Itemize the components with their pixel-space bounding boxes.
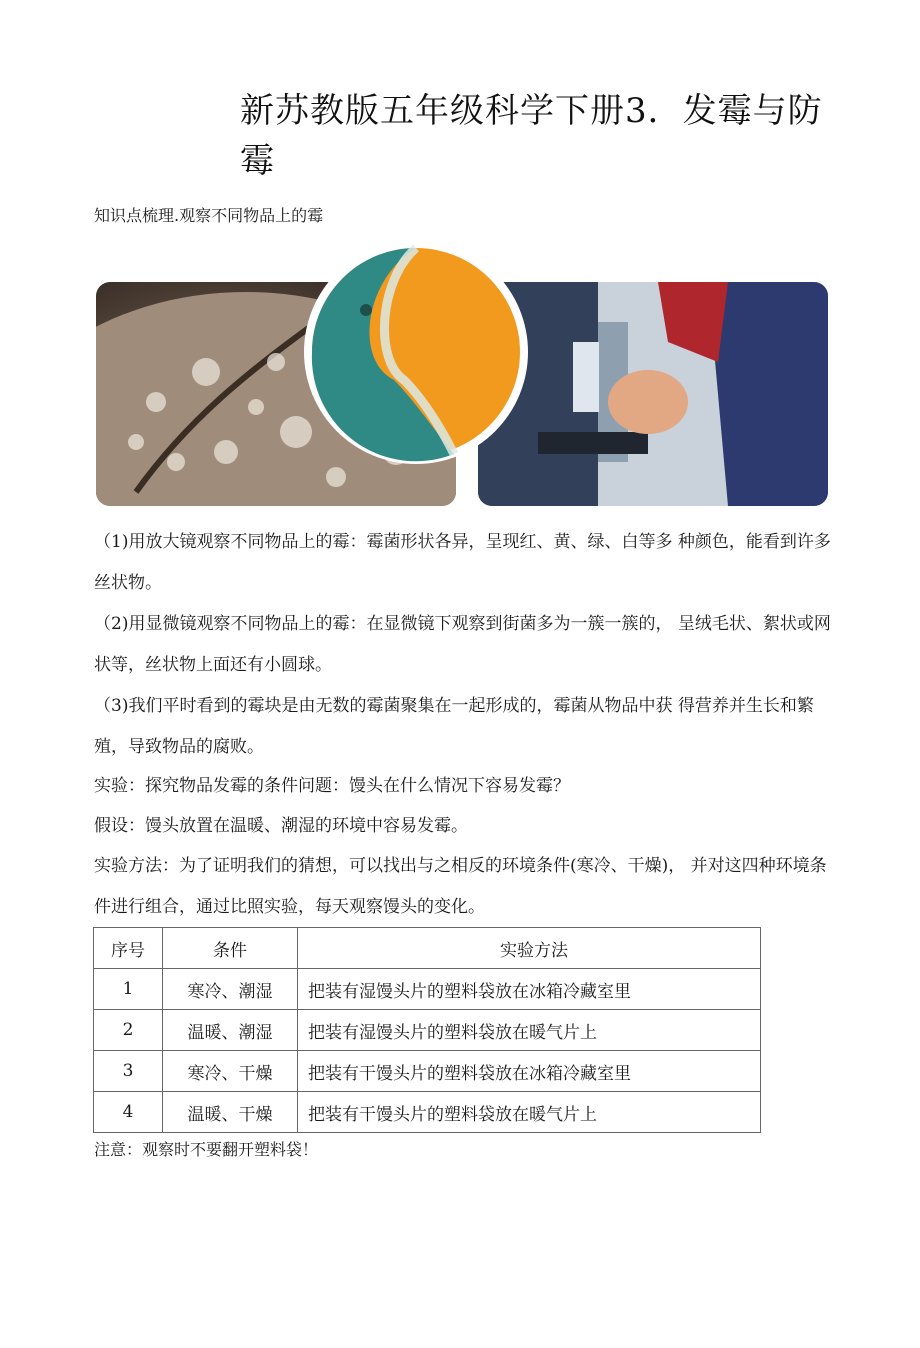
microscope-photo [478, 282, 828, 506]
paragraph-1: （1)用放大镜观察不同物品上的霉：霉菌形状各异，呈现红、黄、绿、白等多 种颜色，能看到许多丝状物。 [94, 532, 831, 593]
row-method: 把装有湿馒头片的塑料袋放在暖气片上 [298, 1010, 761, 1051]
row-number: 3 [94, 1051, 163, 1092]
row-number: 1 [94, 969, 163, 1010]
row-condition: 寒冷、干燥 [163, 1051, 298, 1092]
paragraph-3: （3)我们平时看到的霉块是由无数的霉菌聚集在一起形成的，霉菌从物品中获 得营养并生长和繁殖，导致物品的腐败。 [94, 696, 814, 757]
header-number: 序号 [94, 928, 163, 969]
row-condition: 温暖、潮湿 [163, 1010, 298, 1051]
table-row [94, 1092, 761, 1133]
row-condition: 寒冷、潮湿 [163, 969, 298, 1010]
experiment-table [93, 927, 761, 1133]
header-condition: 条件 [163, 928, 298, 969]
paragraph-experiment: 实验：探究物品发霉的条件问题：馒头在什么情况下容易发霉？ [94, 776, 570, 796]
row-number: 4 [94, 1092, 163, 1133]
observation-note: 注意：观察时不要翻开塑料袋！ [94, 1140, 319, 1159]
paragraph-method: 实验方法：为了证明我们的猜想，可以找出与之相反的环境条件(寒冷、干燥)， 并对这四种环境条件进行组合，通过比照实验，每天观察馒头的变化。 [94, 856, 827, 917]
table-header-row [94, 928, 761, 969]
paragraph-hypothesis: 假设：馒头放置在温暖、潮湿的环境中容易发霉。 [94, 816, 468, 836]
row-method: 把装有湿馒头片的塑料袋放在冰箱冷藏室里 [298, 969, 761, 1010]
table-row [94, 1051, 761, 1092]
row-number: 2 [94, 1010, 163, 1051]
page-title: 新苏教版五年级科学下册3．发霉与防霉 [240, 91, 823, 181]
paragraph-2: （2)用显微镜观察不同物品上的霉：在显微镜下观察到街菌多为一簇一簇的， 呈绒毛状、絮状或网状等，丝状物上面还有小圆球。 [94, 614, 831, 675]
row-condition: 温暖、干燥 [163, 1092, 298, 1133]
table-row [94, 1010, 761, 1051]
moldy-orange-photo [304, 240, 528, 464]
row-method: 把装有干馒头片的塑料袋放在暖气片上 [298, 1092, 761, 1133]
section-subtitle: 知识点梳理.观察不同物品上的霉 [94, 206, 324, 225]
row-method: 把装有干馒头片的塑料袋放在冰箱冷藏室里 [298, 1051, 761, 1092]
mold-figure [96, 240, 828, 512]
table-row [94, 969, 761, 1010]
header-method: 实验方法 [298, 928, 761, 969]
